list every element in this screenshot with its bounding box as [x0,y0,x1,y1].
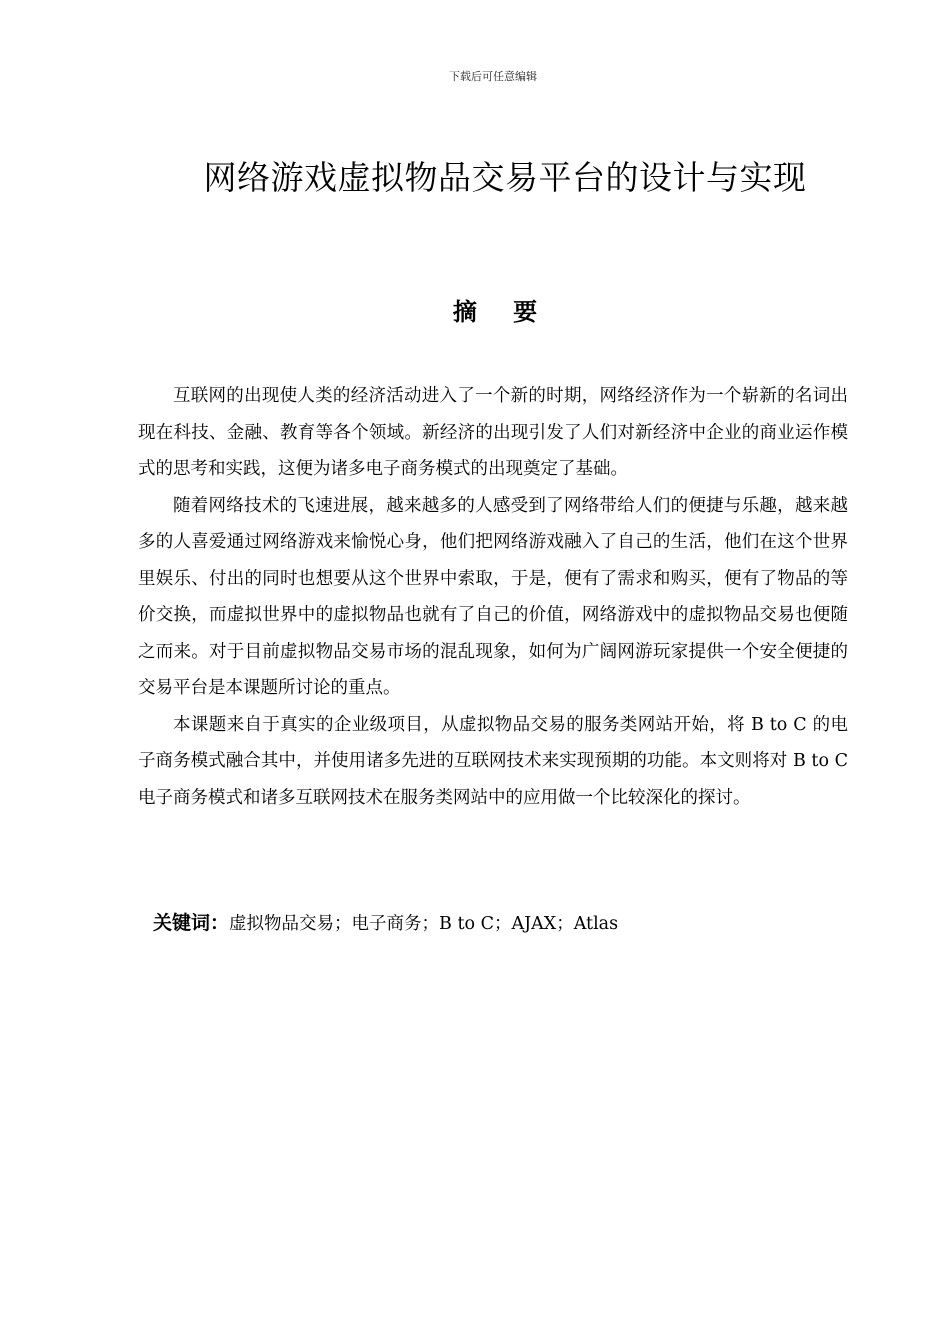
abstract-body [138,378,848,816]
abstract-paragraph-3: 本课题来自于真实的企业级项目，从虚拟物品交易的服务类网站开始，将 B to C 的电子商务模式融合其中，并使用诸多先进的互联网技术来实现预期的功能。本文则将对 B to C 电子商务模式和诸多互联网技术在服务类网站中的应用做一个比较深化的探讨。 [138,714,848,808]
keywords-value: 虚拟物品交易；电子商务；B to C；AJAX；Atlas [229,914,619,934]
keywords-label: 关键词： [153,912,230,934]
header-note: 下载后可任意编辑 [449,70,537,83]
abstract-paragraph-1: 互联网的出现使人类的经济活动进入了一个新的时期，网络经济作为一个崭新的名词出现在科技、金融、教育等各个领域。新经济的出现引发了人们对新经济中企业的商业运作模式的思考和实践，这便为诸多电子商务模式的出现奠定了基础。 [138,386,848,479]
abstract-paragraph-2: 随着网络技术的飞速进展，越来越多的人感受到了网络带给人们的便捷与乐趣，越来越多的人喜爱通过网络游戏来愉悦心身，他们把网络游戏融入了自己的生活，他们在这个世界里娱乐、付出的同时也想要从这个世界中索取，于是，便有了需求和购买，便有了物品的等价交换，而虚拟世界中的虚拟物品也就有了自己的价值，网络游戏中的虚拟物品交易也便随之而来。对于目前虚拟物品交易市场的混乱现象，如何为广阔网游玩家提供一个安全便捷的交易平台是本课题所讨论的重点。 [138,495,848,698]
keywords-line [153,906,618,941]
abstract-heading: 摘 要 [452,298,552,326]
document-title: 网络游戏虚拟物品交易平台的设计与实现 [203,158,807,197]
